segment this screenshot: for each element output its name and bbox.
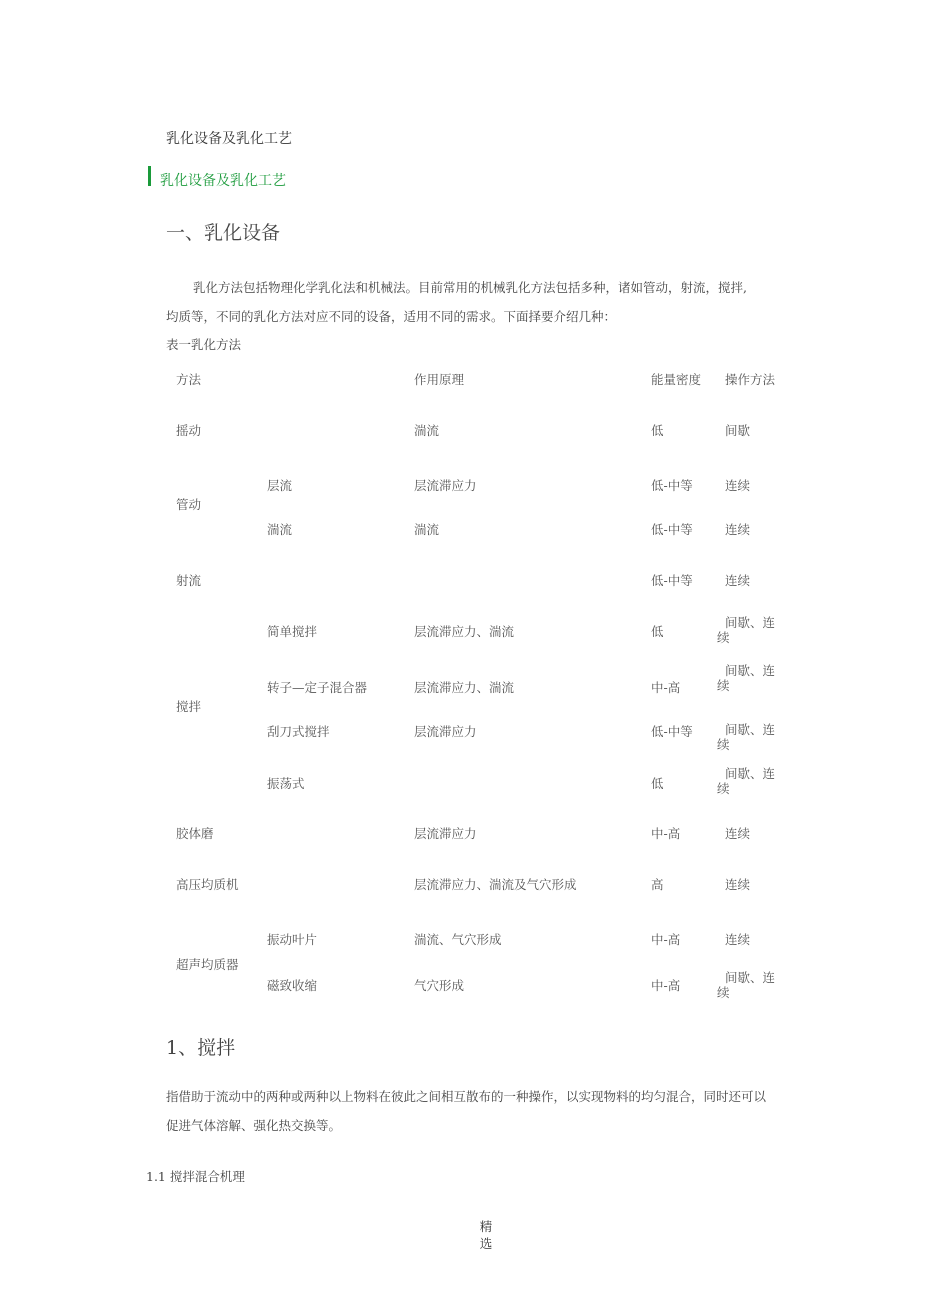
- table-cell-energy: 低: [651, 624, 664, 639]
- article-title: 乳化设备及乳化工艺: [160, 173, 286, 189]
- table-cell-principle: 湍流、气穴形成: [414, 932, 502, 947]
- table-cell-energy: 中-高: [651, 932, 681, 947]
- table-cell-submethod: 振动叶片: [267, 932, 318, 947]
- table-cell-method: 射流: [176, 573, 202, 588]
- table-cell-operation: 连续: [725, 573, 751, 588]
- table-caption: 表一乳化方法: [166, 337, 242, 352]
- table-cell-operation: 连续: [725, 522, 751, 537]
- table-cell-operation: 间歇、连续: [717, 970, 776, 1000]
- page-footer: 精选: [479, 1219, 493, 1251]
- table-cell-operation: 间歇、连续: [717, 615, 776, 645]
- table-cell-energy: 低-中等: [651, 478, 693, 493]
- table-cell-submethod: 磁致收缩: [267, 978, 318, 993]
- intro-paragraph-line-2: 均质等，不同的乳化方法对应不同的设备，适用不同的需求。下面择要介绍几种：: [166, 309, 617, 324]
- table-cell-method: 管动: [176, 497, 202, 512]
- table-cell-operation: 间歇、连续: [717, 722, 776, 752]
- table-cell-principle: 层流滞应力: [414, 478, 477, 493]
- table-cell-method: 高压均质机: [176, 877, 239, 892]
- table-cell-submethod: 振荡式: [267, 776, 305, 791]
- table-cell-principle: 层流滞应力、湍流: [414, 680, 515, 695]
- table-header-method: 方法: [176, 372, 202, 387]
- table-cell-principle: 湍流: [414, 522, 440, 537]
- table-cell-submethod: 简单搅拌: [267, 624, 318, 639]
- table-cell-submethod: 转子—定子混合器: [267, 680, 368, 695]
- table-cell-energy: 低-中等: [651, 724, 693, 739]
- table-cell-submethod: 湍流: [267, 522, 293, 537]
- stirring-paragraph-line-1: 指借助于流动中的两种或两种以上物料在彼此之间相互散布的一种操作，以实现物料的均匀混合，同时还可以: [166, 1089, 767, 1104]
- table-cell-operation: 连续: [725, 877, 751, 892]
- table-header-energy: 能量密度: [651, 372, 702, 387]
- table-cell-operation: 连续: [725, 478, 751, 493]
- table-cell-energy: 中-高: [651, 826, 681, 841]
- title-accent-bar: [148, 166, 151, 186]
- table-cell-energy: 低-中等: [651, 573, 693, 588]
- table-cell-energy: 高: [651, 877, 664, 892]
- table-cell-method: 搅拌: [176, 699, 202, 714]
- stirring-paragraph-line-2: 促进气体溶解、强化热交换等。: [166, 1118, 342, 1133]
- table-cell-operation: 连续: [725, 932, 751, 947]
- table-cell-method: 胶体磨: [176, 826, 214, 841]
- table-cell-operation: 间歇、连续: [717, 663, 776, 693]
- document-title: 乳化设备及乳化工艺: [166, 131, 292, 147]
- table-header-operation: 操作方法: [725, 372, 776, 387]
- table-cell-operation: 间歇: [725, 423, 751, 438]
- table-header-principle: 作用原理: [414, 372, 465, 387]
- subsection-heading: 1.1 搅拌混合机理: [146, 1169, 245, 1184]
- table-cell-submethod: 刮刀式搅拌: [267, 724, 330, 739]
- table-cell-principle: 层流滞应力、湍流: [414, 624, 515, 639]
- table-cell-principle: 层流滞应力: [414, 724, 477, 739]
- table-cell-method: 超声均质器: [176, 957, 239, 972]
- table-cell-principle: 层流滞应力: [414, 826, 477, 841]
- table-cell-energy: 低: [651, 423, 664, 438]
- table-cell-principle: 气穴形成: [414, 978, 465, 993]
- table-cell-energy: 中-高: [651, 680, 681, 695]
- table-cell-energy: 低: [651, 776, 664, 791]
- table-cell-submethod: 层流: [267, 478, 293, 493]
- table-cell-operation: 连续: [725, 826, 751, 841]
- table-cell-principle: 湍流: [414, 423, 440, 438]
- table-cell-method: 摇动: [176, 423, 202, 438]
- table-cell-principle: 层流滞应力、湍流及气穴形成: [414, 877, 577, 892]
- intro-paragraph-line-1: 乳化方法包括物理化学乳化法和机械法。目前常用的机械乳化方法包括多种，诸如管动，射流，搅拌,: [193, 280, 747, 295]
- table-cell-operation: 间歇、连续: [717, 766, 776, 796]
- table-cell-energy: 中-高: [651, 978, 681, 993]
- section-heading-stirring: 1、搅拌: [166, 1037, 236, 1059]
- table-cell-energy: 低-中等: [651, 522, 693, 537]
- section-heading-equipment: 一、乳化设备: [166, 222, 281, 244]
